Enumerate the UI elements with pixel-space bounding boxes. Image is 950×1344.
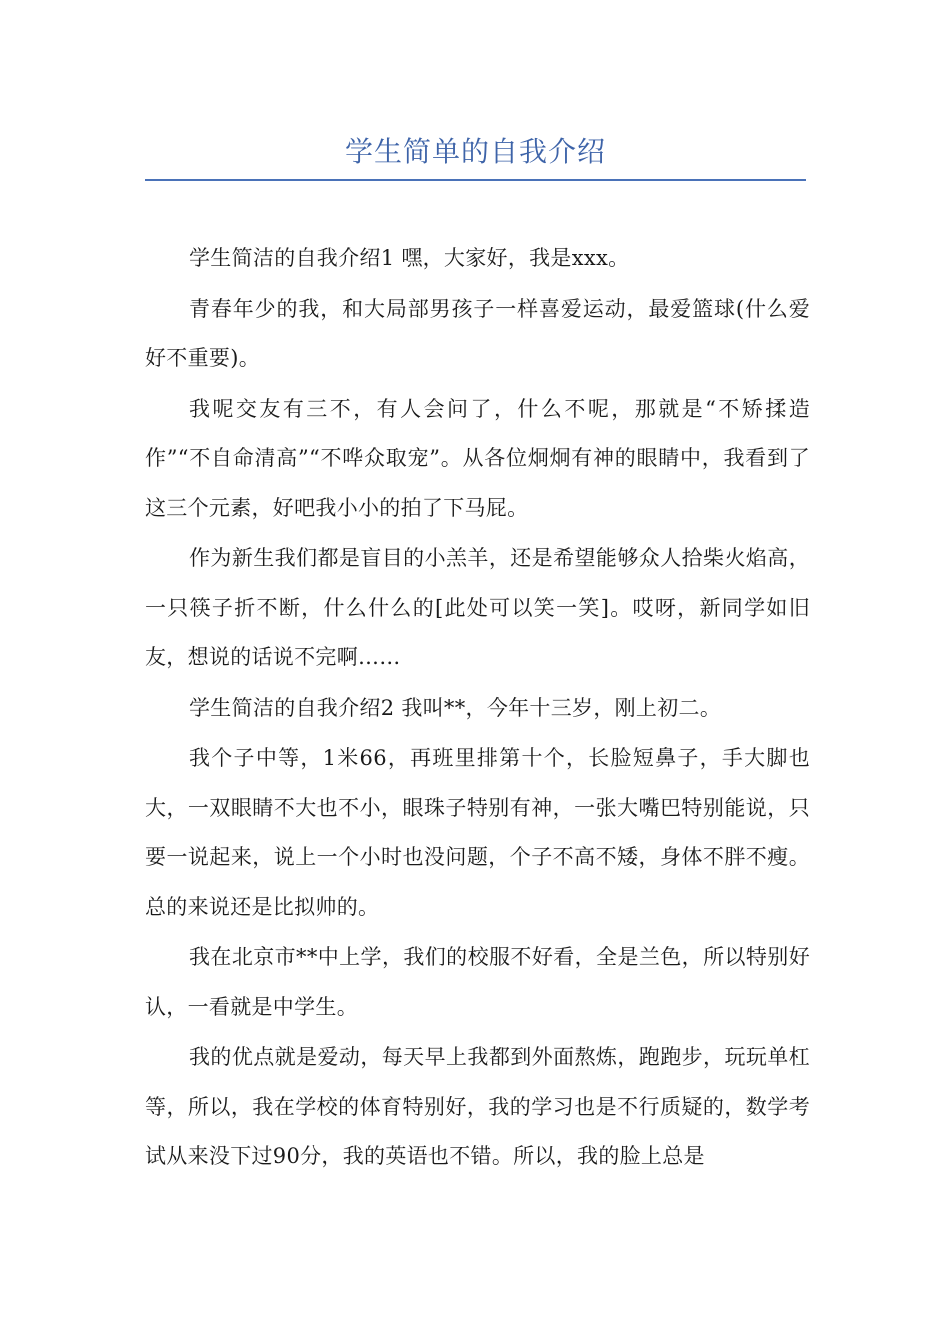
- title-divider: [145, 179, 806, 181]
- paragraph: 我个子中等，1米66，再班里排第十个，长脸短鼻子，手大脚也大，一双眼睛不大也不小，眼珠子特别有神，一张大嘴巴特别能说，只要一说起来，说上一个小时也没问题，个子不高不矮，身体不胖不瘦。总的来说还是比拟帅的。: [145, 746, 810, 919]
- page-title: 学生简单的自我介绍: [344, 135, 606, 168]
- document-body: [145, 234, 810, 1183]
- paragraph: 学生简洁的自我介绍1 嘿，大家好，我是xxx。: [189, 246, 630, 270]
- paragraph: 青春年少的我，和大局部男孩子一样喜爱运动，最爱篮球(什么爱好不重要)。: [145, 296, 810, 370]
- paragraph: 作为新生我们都是盲目的小羔羊，还是希望能够众人拾柴火焰高，一只筷子折不断，什么什么的[此处可以笑一笑]。哎呀，新同学如旧友，想说的话说不完啊……: [145, 546, 810, 669]
- paragraph: 我的优点就是爱动，每天早上我都到外面熬炼，跑跑步，玩玩单杠等，所以，我在学校的体育特别好，我的学习也是不行质疑的，数学考试从来没下过90分，我的英语也不错。所以，我的脸上总是: [145, 1045, 810, 1168]
- paragraph: 学生简洁的自我介绍2 我叫**，今年十三岁，刚上初二。: [189, 695, 722, 720]
- paragraph: 我在北京市**中上学，我们的校服不好看，全是兰色，所以特别好认，一看就是中学生。: [145, 945, 810, 1019]
- paragraph: 我呢交友有三不，有人会问了，什么不呢，那就是“不矫揉造作”“不自命清高”“不哗众取宠”。从各位炯炯有神的眼睛中，我看到了这三个元素，好吧我小小的拍了下马屁。: [145, 396, 810, 520]
